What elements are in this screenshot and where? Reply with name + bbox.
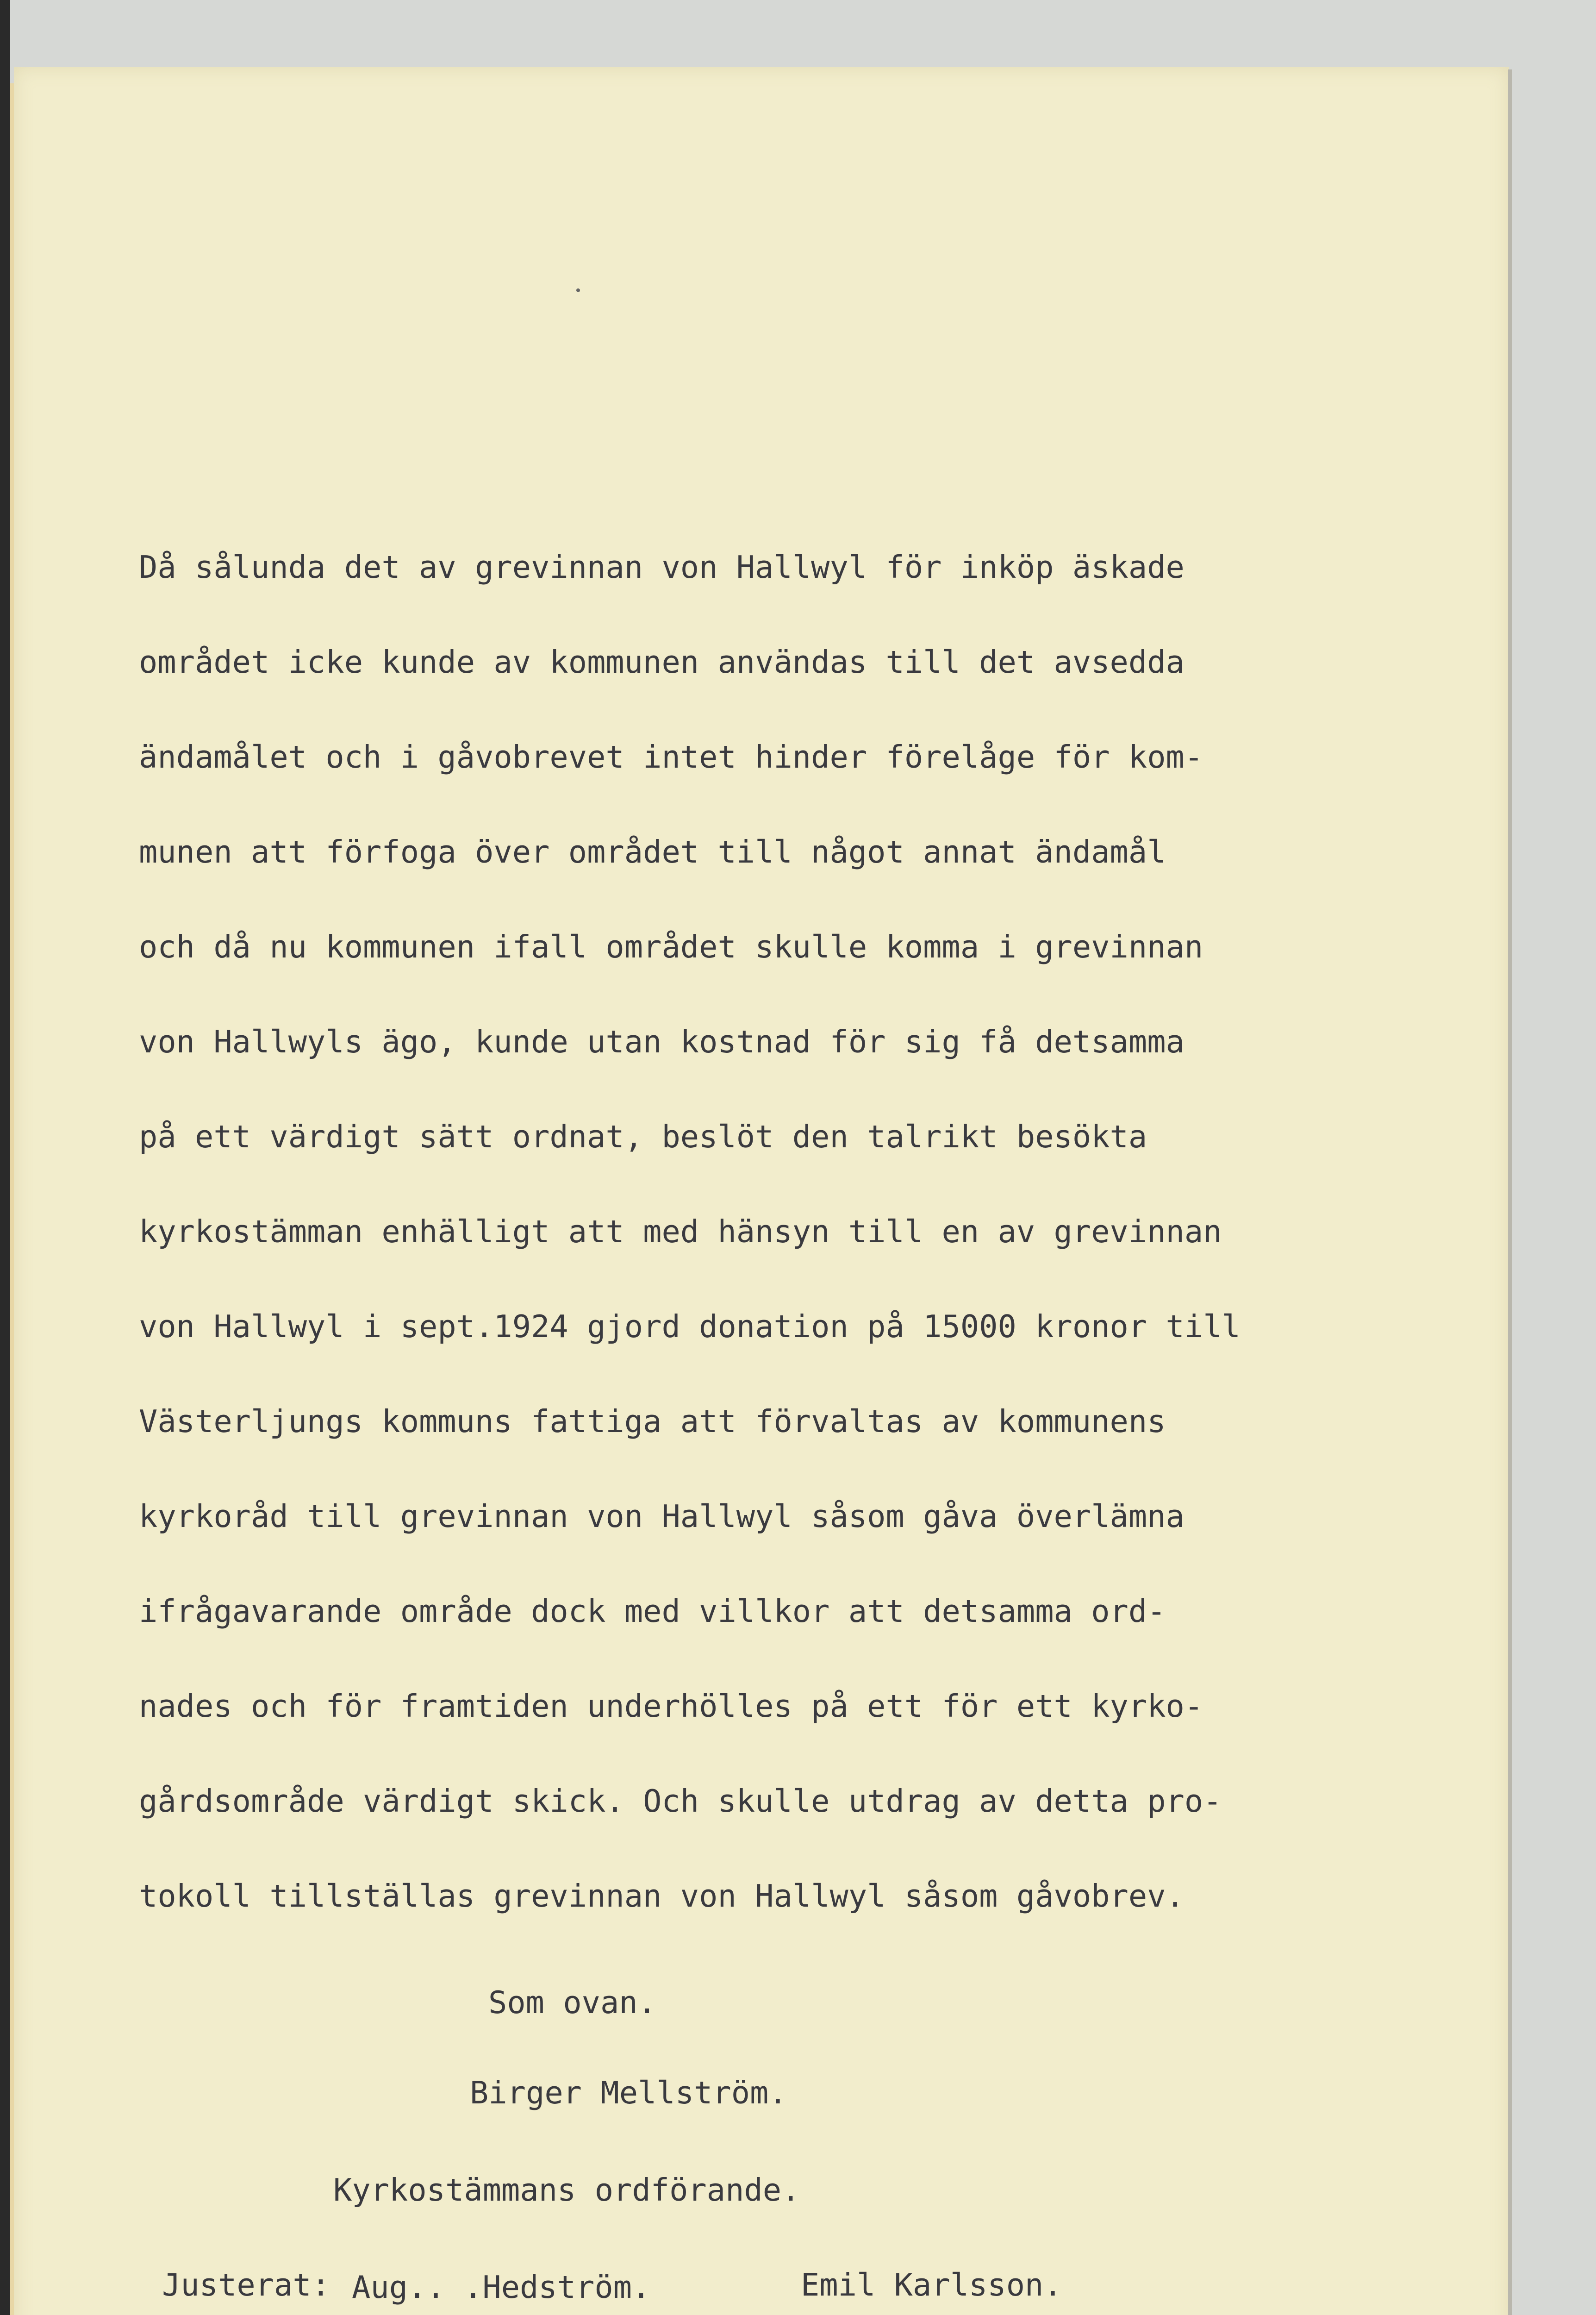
paragraph-line: ändamålet och i gåvobrevet intet hinder förelåge för kom-	[139, 739, 1203, 775]
binding-edge	[0, 0, 10, 2315]
verifier-signature: Emil Karlsson.	[801, 2267, 1062, 2303]
sheet-edge-shadow	[1508, 69, 1512, 2315]
paragraph-line: ifrågavarande område dock med villkor att detsamma ord-	[139, 1593, 1166, 1629]
paragraph-line: Västerljungs kommuns fattiga att förvaltas av kommunens	[139, 1403, 1166, 1439]
verifier-signature: Aug.. .Hedström.	[352, 2269, 651, 2305]
minutes-paragraph	[139, 544, 1472, 1968]
paragraph-line: nades och för framtiden underhölles på ett för ett kyrko-	[139, 1688, 1203, 1724]
paragraph-line: och då nu kommunen ifall området skulle komma i grevinnan	[139, 929, 1203, 965]
paragraph-line: munen att förfoga över området till något annat ändamål	[139, 834, 1166, 870]
paragraph-line: tokoll tillställas grevinnan von Hallwyl såsom gåvobrev.	[139, 1878, 1185, 1914]
paragraph-line: gårdsområde värdigt skick. Och skulle utdrag av detta pro-	[139, 1783, 1222, 1819]
closing-phrase: Som ovan.	[488, 1984, 657, 2021]
chairman-title: Kyrkostämmans ordförande.	[333, 2172, 800, 2208]
paragraph-line: området icke kunde av kommunen användas till det avsedda	[139, 644, 1185, 680]
paragraph-line: kyrkoråd till grevinnan von Hallwyl såsom gåva överlämna	[139, 1498, 1185, 1534]
chairman-name: Birger Mellström.	[470, 2075, 787, 2111]
paragraph-line: kyrkostämman enhälligt att med hänsyn till en av grevinnan	[139, 1214, 1222, 1250]
verified-label: Justerat:	[162, 2267, 330, 2303]
paper-speck	[576, 288, 580, 292]
paragraph-line: von Hallwyl i sept.1924 gjord donation på 15000 kronor till	[139, 1308, 1241, 1345]
paragraph-line: von Hallwyls ägo, kunde utan kostnad för sig få detsamma	[139, 1024, 1185, 1060]
paragraph-line: Då sålunda det av grevinnan von Hallwyl för inköp äskade	[139, 549, 1185, 585]
paragraph-line: på ett värdigt sätt ordnat, beslöt den talrikt besökta	[139, 1119, 1147, 1155]
